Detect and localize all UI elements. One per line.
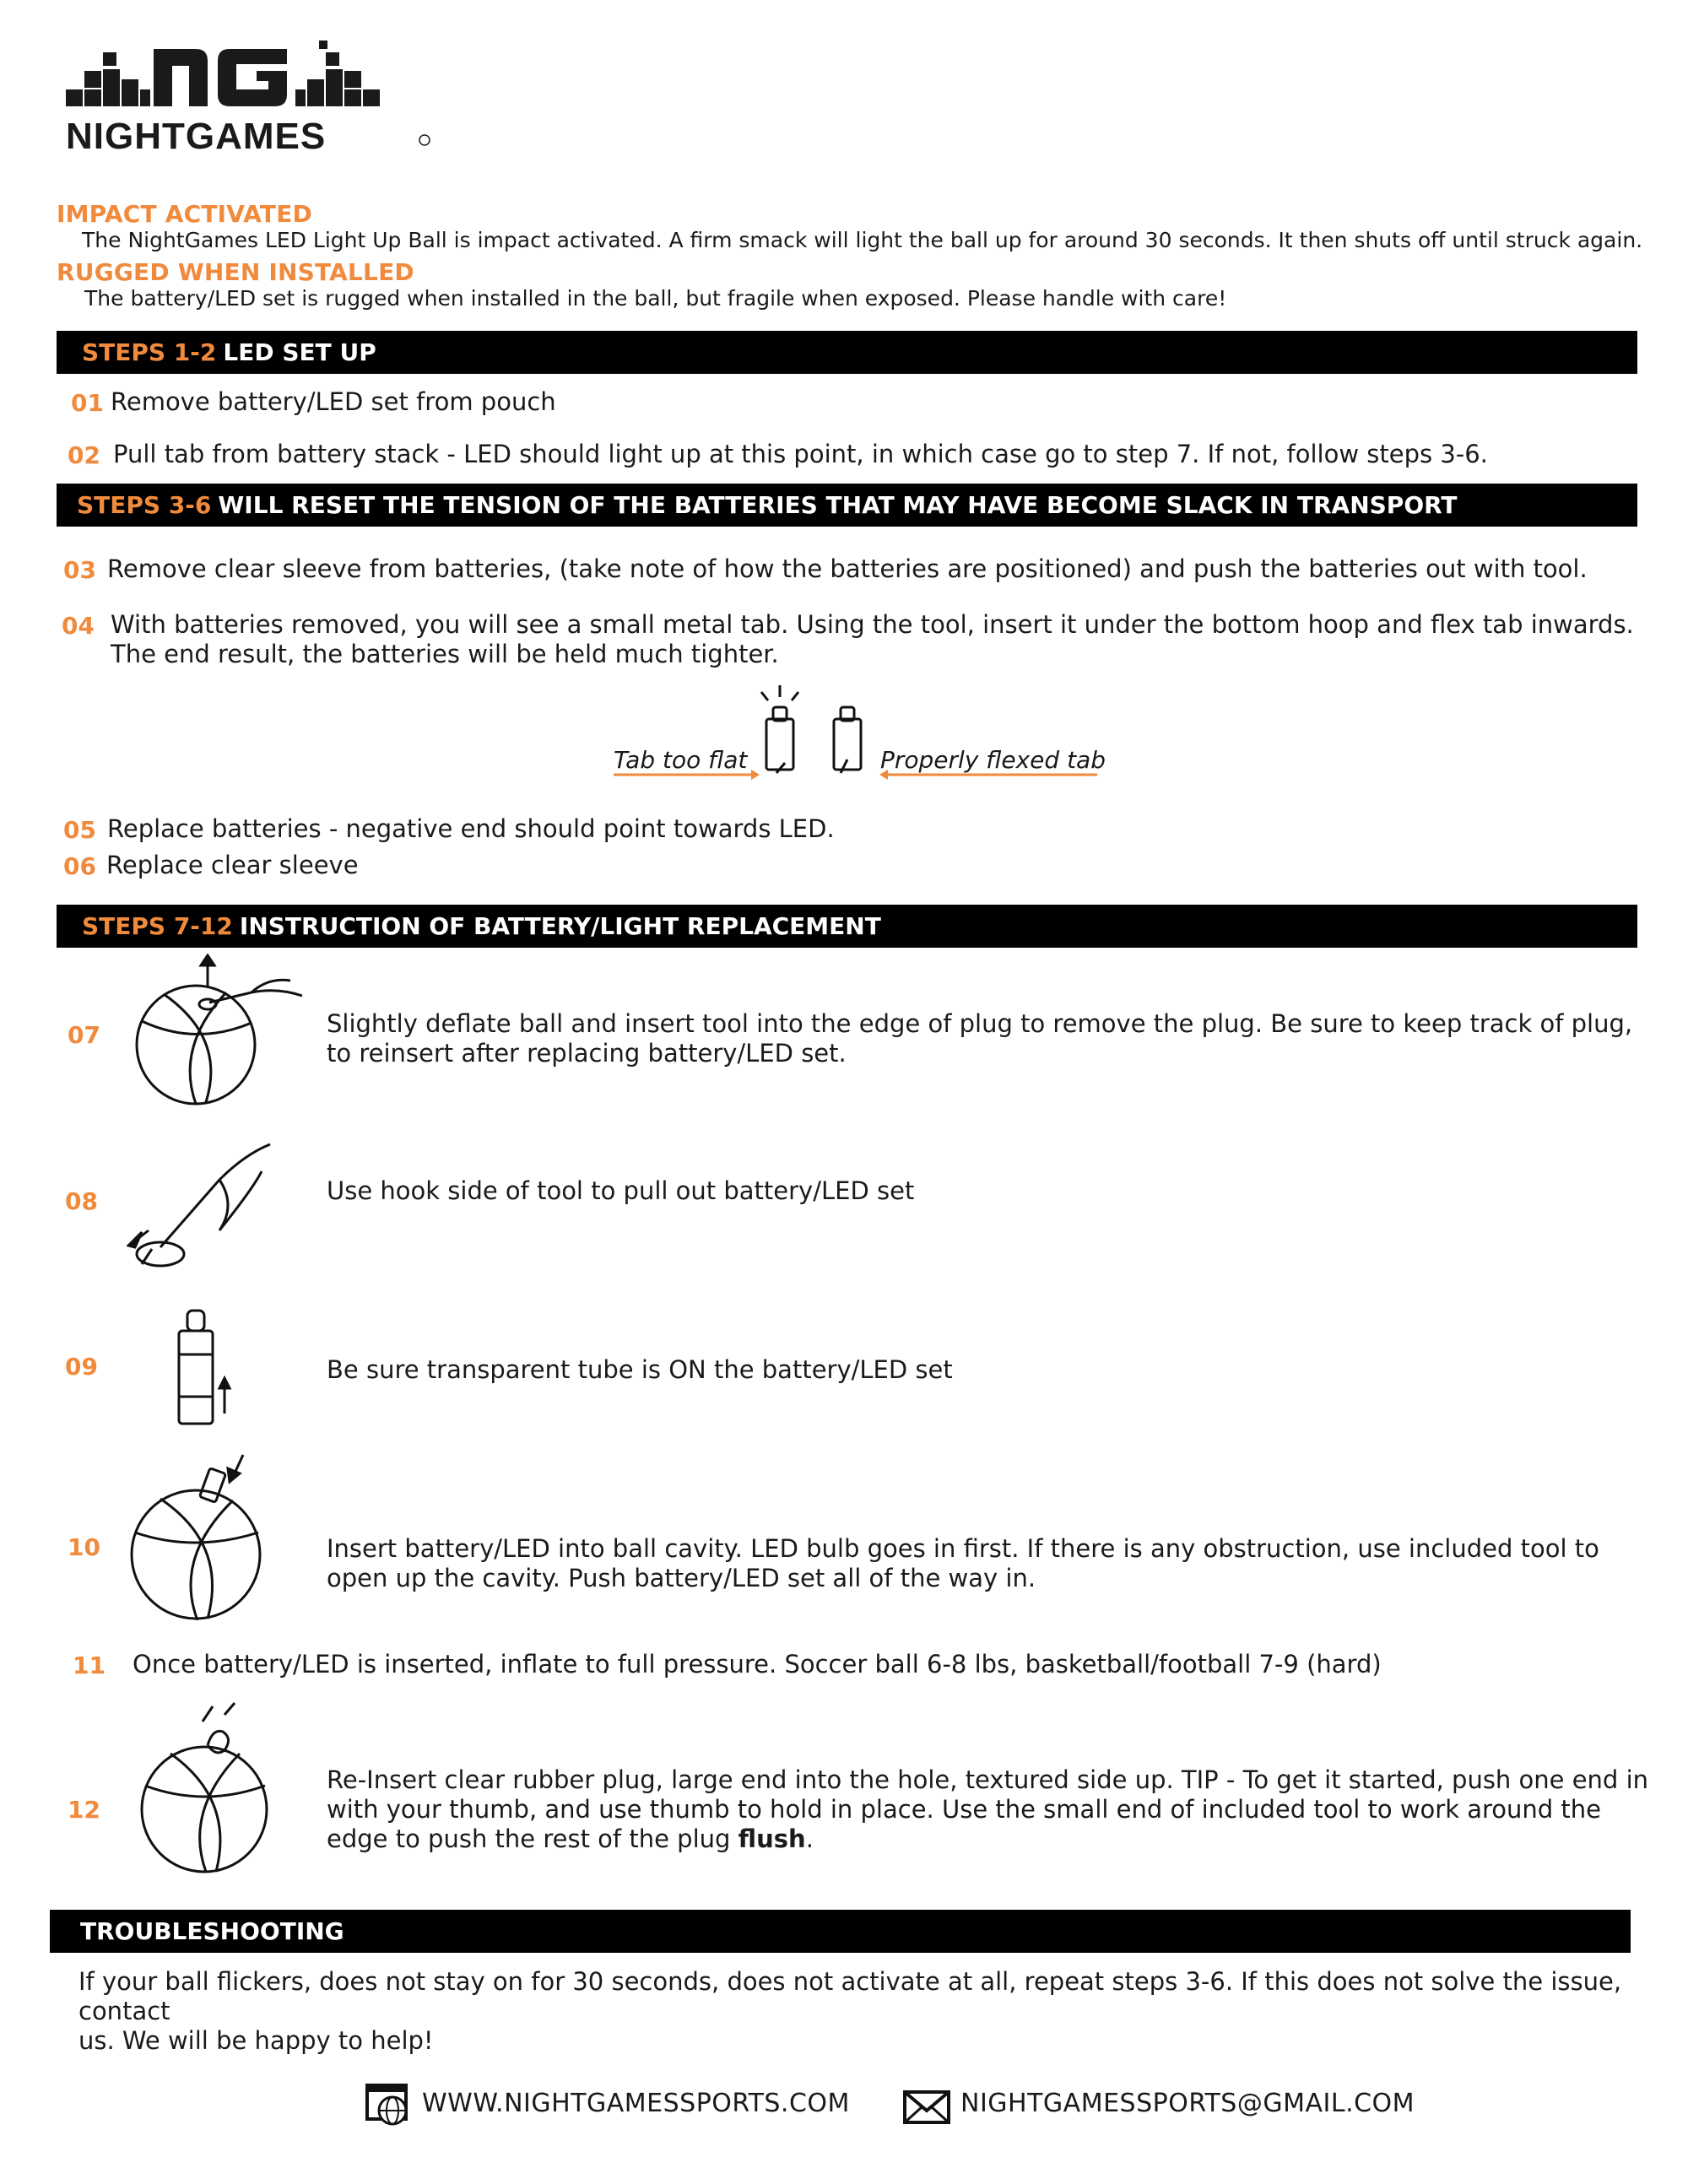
step-text-segment: edge to push the rest of the plug [327,1825,738,1853]
step-text [111,610,1634,669]
step-text: Once battery/LED is inserted, inflate to full pressure. Soccer ball 6-8 lbs, basketball/football 7-9 (hard) [133,1650,1382,1679]
basketball-icon [127,1451,279,1620]
step-number: 02 [68,441,100,469]
step-text: Replace batteries - negative end should point towards LED. [107,814,835,843]
envelope-icon [903,2090,950,2124]
step-text-line: With batteries removed, you will see a small metal tab. Using the tool, insert it under the bottom hoop and flex tab inwards. [111,610,1634,639]
brand-wordmark: NIGHTGAMES [66,116,327,157]
step-text: Be sure transparent tube is ON the battery/LED set [327,1355,953,1384]
section-title: TROUBLESHOOTING [80,1917,344,1945]
step-text-line: open up the cavity. Push battery/LED set all of the way in. [327,1564,1036,1592]
footer-email-link[interactable]: NIGHTGAMESSPORTS@GMAIL.COM [960,2089,1415,2118]
step-text: Replace clear sleeve [106,851,359,879]
troubleshooting-text [78,1967,1688,2056]
basketball-icon [125,954,311,1106]
footer-website-link[interactable]: WWW.NIGHTGAMESSPORTS.COM [422,2089,850,2118]
section-prefix: STEPS 7-12 [82,912,233,940]
step-number: 09 [65,1353,98,1381]
step-text-line: The end result, the batteries will be held much tighter. [111,640,779,668]
troubleshooting-line: us. We will be happy to help! [78,2026,434,2055]
step-number: 08 [65,1187,98,1215]
step-text: Use hook side of tool to pull out battery/LED set [327,1176,915,1205]
step-text: Remove battery/LED set from pouch [111,387,556,416]
step-text-line: to reinsert after replacing battery/LED set. [327,1039,847,1068]
step-text [327,1765,1648,1854]
step-text-line [327,1825,1648,1854]
tab-comparison-illustration [608,682,1106,783]
battery-icon [834,707,861,773]
section-bar-setup [57,331,1637,374]
step-number: 12 [68,1796,100,1824]
step-text-line: Insert battery/LED into ball cavity. LED bulb goes in first. If there is any obstruction, use included tool to [327,1534,1599,1563]
intro-text-impact: The NightGames LED Light Up Ball is impact activated. A firm smack will light the ball up for around 30 seconds. It then shuts off until struck again. [82,228,1643,252]
step-text-line: Slightly deflate ball and insert tool into the edge of plug to remove the plug. Be sure to keep track of plug, [327,1009,1633,1038]
globe-icon [365,2084,411,2127]
step-text-line: Re-Insert clear rubber plug, large end into the hole, textured side up. TIP - To get it started, push one end in [327,1765,1648,1794]
tool-icon [127,1138,279,1281]
step-text-emphasis: flush [738,1825,806,1853]
step-text: Pull tab from battery stack - LED should light up at this point, in which case go to step 7. If not, follow steps 3-6. [113,440,1488,468]
step-number: 11 [73,1652,106,1679]
step-text: Remove clear sleeve from batteries, (take note of how the batteries are positioned) and push the batteries out with tool. [107,554,1588,583]
intro-heading-impact: IMPACT ACTIVATED [57,200,312,228]
step-text [327,1009,1632,1068]
troubleshooting-line: If your ball flickers, does not stay on for 30 seconds, does not activate at all, repeat steps 3-6. If this does not solve the issue, contact [78,1967,1622,2025]
tab-too-flat-label: Tab too flat [614,746,748,774]
step-number: 06 [63,852,96,880]
step-number: 07 [68,1021,100,1049]
step-number: 05 [63,816,96,844]
intro-heading-rugged: RUGGED WHEN INSTALLED [57,258,414,286]
intro-text-rugged: The battery/LED set is rugged when installed in the ball, but fragile when exposed. Please handle with care! [84,286,1227,311]
step-text [327,1534,1599,1593]
section-bar-troubleshooting [50,1910,1631,1953]
tab-properly-flexed-label: Properly flexed tab [880,746,1106,774]
step-number: 10 [68,1533,100,1561]
section-title: INSTRUCTION OF BATTERY/LIGHT REPLACEMENT [239,912,881,940]
section-title: LED SET UP [223,338,376,366]
section-bar-replacement [57,905,1637,948]
section-prefix: STEPS 1-2 [82,338,217,366]
section-bar-reset [57,484,1637,527]
section-prefix: STEPS 3-6 [77,491,212,519]
battery-icon [761,685,798,773]
battery-icon [169,1304,236,1430]
nightgames-logo [66,41,437,167]
basketball-icon [132,1698,284,1875]
step-text-line: with your thumb, and use thumb to hold in place. Use the small end of included tool to work around the [327,1795,1601,1824]
step-number: 01 [71,389,104,417]
section-title: WILL RESET THE TENSION OF THE BATTERIES THAT MAY HAVE BECOME SLACK IN TRANSPORT [218,491,1458,519]
step-text-segment: . [805,1825,814,1853]
step-number: 04 [62,612,95,640]
step-number: 03 [63,556,96,584]
